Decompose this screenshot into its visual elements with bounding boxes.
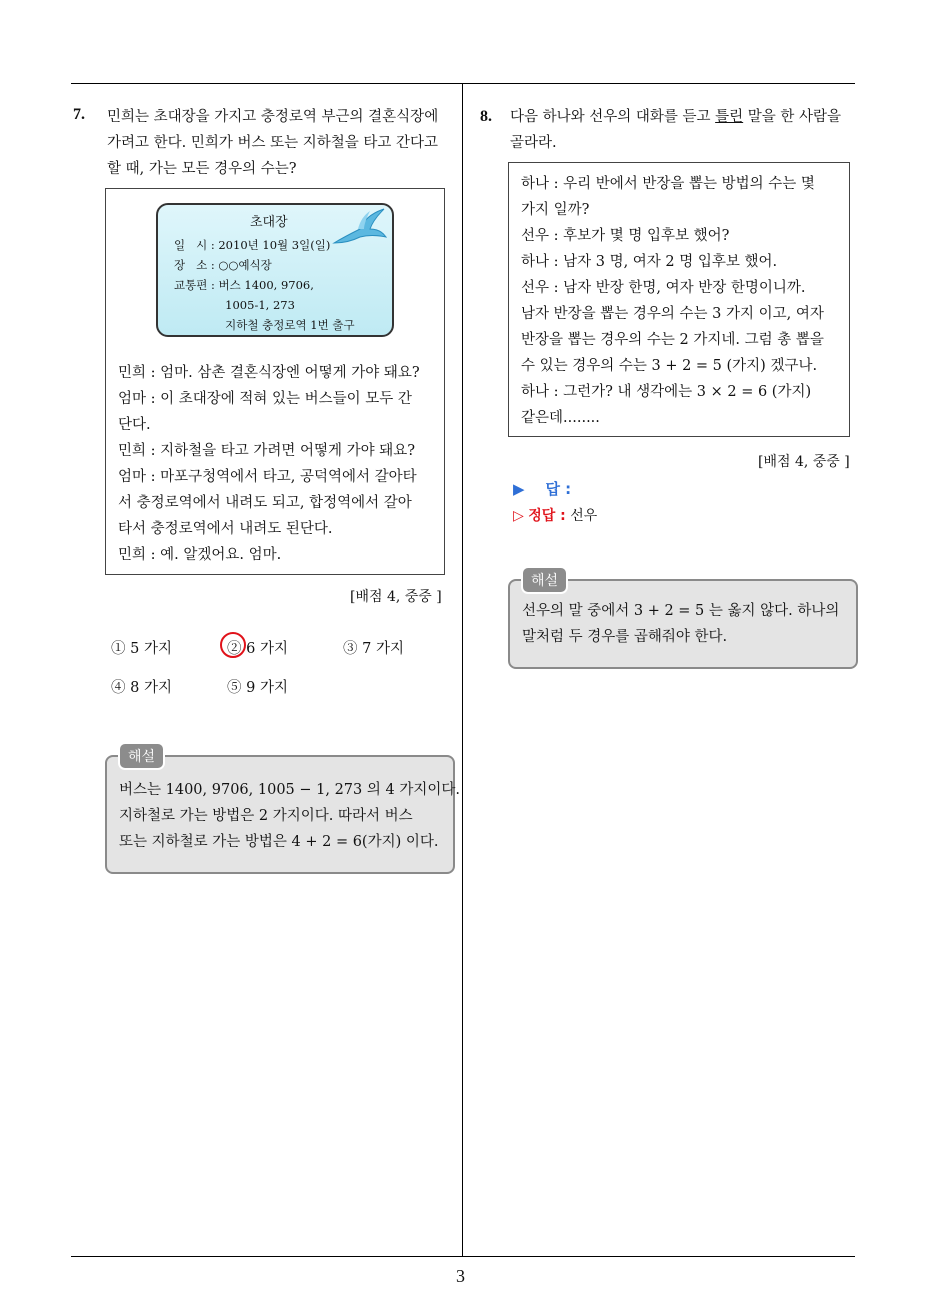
dialogue-line: 엄마 : 마포구청역에서 타고, 공덕역에서 갈아타 bbox=[118, 469, 417, 485]
choice-1[interactable]: ① 5 가지 bbox=[111, 641, 172, 657]
dialogue-line: 단다. bbox=[118, 417, 151, 433]
choice-5[interactable]: ⑤ 9 가지 bbox=[227, 680, 288, 696]
invitation-line: 지하철 충정로역 1번 출구 bbox=[174, 318, 355, 332]
q7-question bbox=[107, 104, 457, 182]
solution-line: 말처럼 두 경우를 곱해줘야 한다. bbox=[522, 629, 728, 645]
q7-passage-box bbox=[105, 188, 445, 575]
invitation-line: 1005-1, 273 bbox=[174, 298, 295, 312]
solution-line: 버스는 1400, 9706, 1005 − 1, 273 의 4 가지이다. bbox=[119, 782, 460, 798]
dialogue-line: 수 있는 경우의 수는 3 + 2 = 5 (가지) 겠구나. bbox=[521, 358, 818, 374]
q8-solution-text bbox=[522, 598, 839, 650]
q8-question bbox=[510, 104, 860, 156]
q7-solution-box bbox=[105, 755, 460, 874]
page-number: 3 bbox=[456, 1266, 465, 1286]
dialogue-line: 하나 : 남자 3 명, 여자 2 명 입후보 했어. bbox=[521, 254, 778, 270]
q8-passage-box bbox=[508, 162, 850, 437]
dialogue-line: 엄마 : 이 초대장에 적혀 있는 버스들이 모두 간 bbox=[118, 391, 412, 407]
q8-question-line2: 골라라. bbox=[510, 135, 557, 151]
correct-answer-row bbox=[513, 505, 597, 525]
invitation-line: 장 소 : ○○예식장 bbox=[174, 258, 272, 272]
q7-solution-text bbox=[119, 777, 460, 855]
dialogue-line: 서 충정로역에서 내려도 되고, 합정역에서 갈아 bbox=[118, 495, 412, 511]
bottom-rule bbox=[71, 1256, 855, 1257]
invitation-line: 교통편 : 버스 1400, 9706, bbox=[174, 278, 314, 292]
choice-4[interactable]: ④ 8 가지 bbox=[111, 680, 172, 696]
invitation-card bbox=[156, 203, 394, 337]
q7-number: 7. bbox=[73, 106, 85, 123]
q8-question-text: 다음 하나와 선우의 대화를 듣고 bbox=[510, 109, 716, 125]
q8-score: [배점 4, 중중 ] bbox=[758, 454, 850, 470]
dialogue-line: 하나 : 그런가? 내 생각에는 3 × 2 = 6 (가지) bbox=[521, 384, 812, 400]
invitation-line: 일 시 : 2010년 10월 3일(일) bbox=[174, 238, 331, 252]
invitation-title: 초대장 bbox=[250, 215, 288, 230]
q7-question-line: 가려고 한다. 민희가 버스 또는 지하철을 타고 간다고 bbox=[107, 135, 439, 151]
dialogue-line: 타서 충정로역에서 내려도 된단다. bbox=[118, 521, 333, 537]
dialogue-line: 민희 : 엄마. 삼촌 결혼식장엔 어떻게 가야 돼요? bbox=[118, 365, 420, 381]
solution-line: 선우의 말 중에서 3 + 2 = 5 는 옳지 않다. 하나의 bbox=[522, 603, 840, 619]
dialogue-line: 남자 반장을 뽑는 경우의 수는 3 가지 이고, 여자 bbox=[521, 306, 824, 322]
q7-question-line: 민희는 초대장을 가지고 충정로역 부근의 결혼식장에 bbox=[107, 109, 439, 125]
q7-score: [배점 4, 중중 ] bbox=[350, 589, 442, 605]
q8-number: 8. bbox=[480, 108, 492, 125]
top-rule bbox=[71, 83, 855, 84]
answer-label: 답 : bbox=[545, 480, 572, 498]
q8-dialogue bbox=[521, 171, 824, 431]
solution-line: 또는 지하철로 가는 방법은 4 + 2 = 6(가지) 이다. bbox=[119, 834, 439, 850]
choice-3[interactable]: ③ 7 가지 bbox=[343, 641, 404, 657]
q8-question-line1 bbox=[510, 104, 860, 130]
column-divider bbox=[462, 83, 463, 1256]
play-arrow-icon: ▶ bbox=[513, 480, 525, 498]
solution-line: 지하철로 가는 방법은 2 가지이다. 따라서 버스 bbox=[119, 808, 413, 824]
dialogue-line: 반장을 뽑는 경우의 수는 2 가지네. 그럼 총 뽑을 bbox=[521, 332, 824, 348]
dialogue-line: 가지 일까? bbox=[521, 202, 590, 218]
correct-answer-value: 선우 bbox=[570, 508, 598, 524]
correct-answer-label: 정답 : bbox=[528, 508, 566, 524]
dialogue-line: 민희 : 예. 알겠어요. 엄마. bbox=[118, 547, 282, 563]
bird-icon bbox=[330, 207, 388, 251]
dialogue-line: 민희 : 지하철을 타고 가려면 어떻게 가야 돼요? bbox=[118, 443, 416, 459]
q8-solution-label: 해설 bbox=[521, 566, 568, 594]
answer-row bbox=[513, 478, 571, 499]
q8-question-text: 말을 한 사람을 bbox=[743, 109, 842, 125]
dialogue-line: 같은데........ bbox=[521, 410, 600, 426]
choice-2[interactable]: ② 6 가지 bbox=[227, 641, 288, 657]
triangle-outline-icon: ▷ bbox=[513, 508, 524, 524]
q7-question-line: 할 때, 가는 모든 경우의 수는? bbox=[107, 161, 297, 177]
q7-solution-label: 해설 bbox=[118, 742, 165, 770]
dialogue-line: 선우 : 남자 반장 한명, 여자 반장 한명이니까. bbox=[521, 280, 806, 296]
dialogue-line: 하나 : 우리 반에서 반장을 뽑는 방법의 수는 몇 bbox=[521, 176, 815, 192]
dialogue-line: 선우 : 후보가 몇 명 입후보 했어? bbox=[521, 228, 730, 244]
q8-question-underlined: 틀린 bbox=[715, 109, 744, 125]
q7-dialogue bbox=[118, 360, 420, 568]
